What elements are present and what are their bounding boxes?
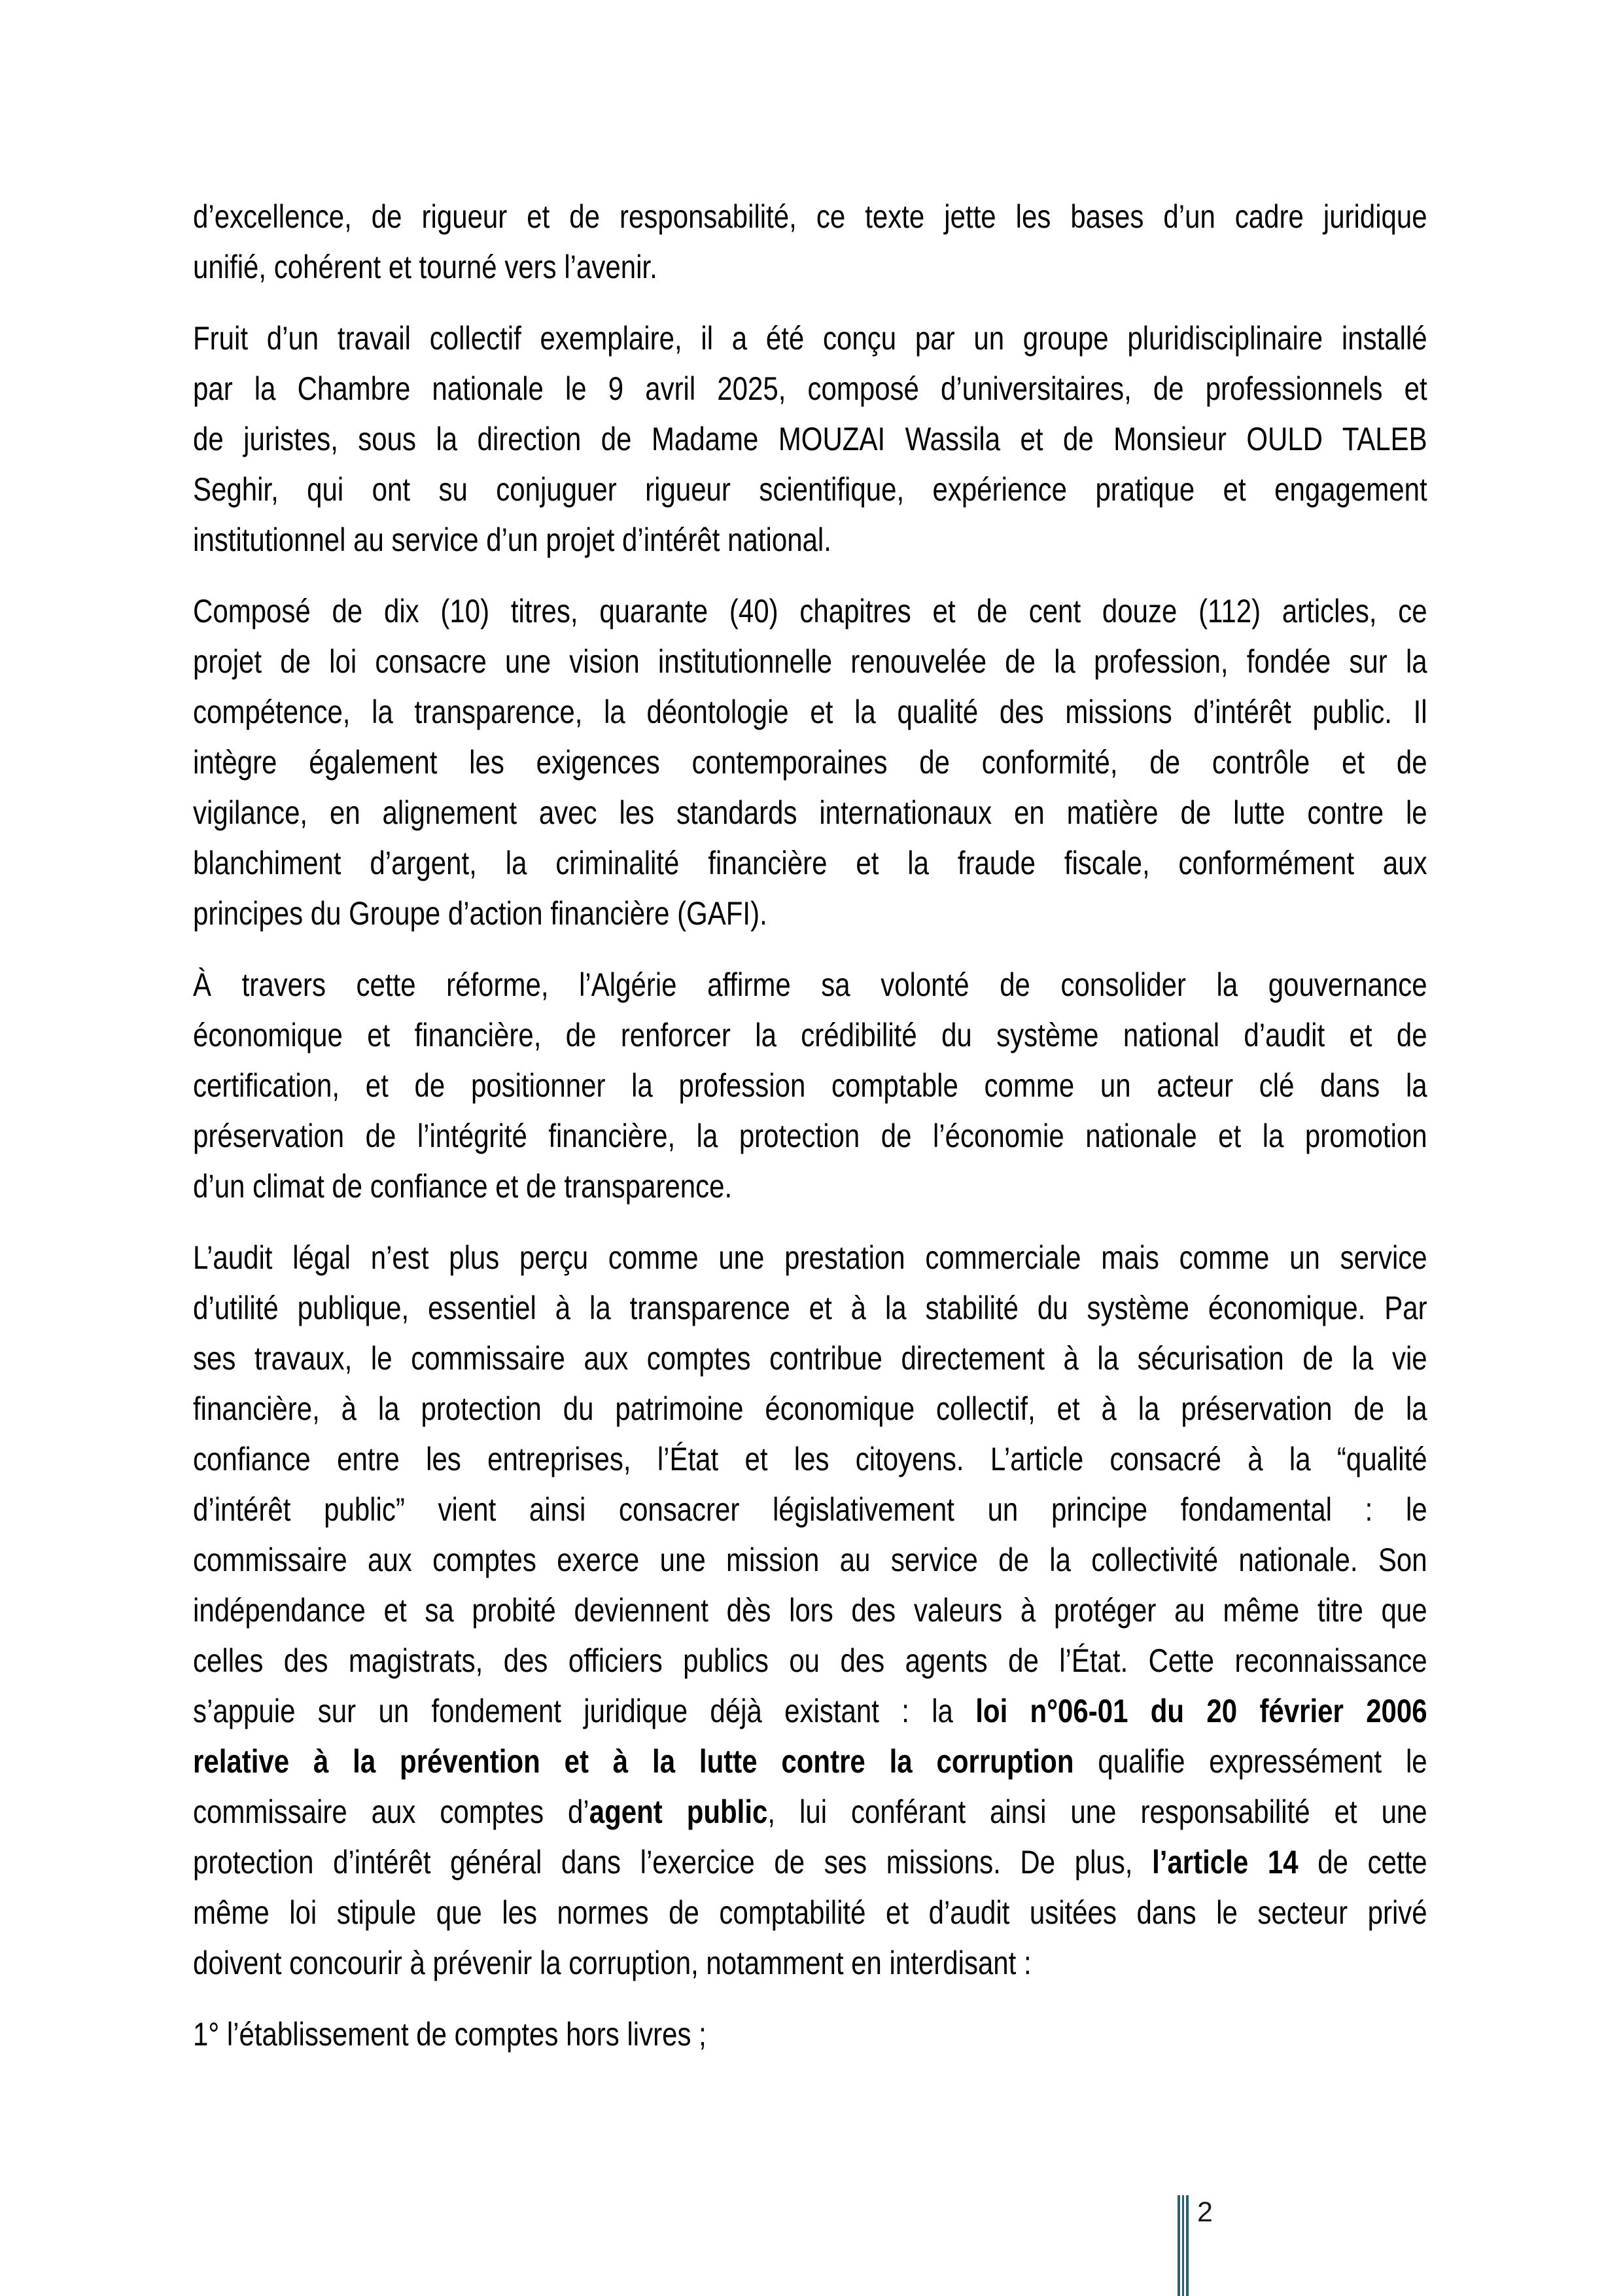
footer-accent-bar bbox=[1178, 2195, 1189, 2296]
paragraph bbox=[193, 192, 1427, 292]
text-run: d’excellence, de rigueur et de responsabilité, ce texte jette les bases d’un cadre juridique bbox=[193, 198, 1427, 235]
text-line bbox=[193, 1837, 1427, 1888]
text-line bbox=[193, 1283, 1427, 1333]
text-run: qualifie expressément le bbox=[1073, 1743, 1427, 1780]
text-line bbox=[193, 1384, 1427, 1434]
text-line bbox=[193, 1111, 1427, 1161]
text-run: intègre également les exigences contemporaines de conformité, de contrôle et de bbox=[193, 744, 1427, 781]
text-run: L’audit légal n’est plus perçu comme une prestation commerciale mais comme un service bbox=[193, 1239, 1427, 1276]
text-line bbox=[193, 313, 1427, 364]
text-run: certification, et de positionner la profession comptable comme un acteur clé dans la bbox=[193, 1067, 1427, 1104]
text-line bbox=[193, 1333, 1427, 1384]
text-line bbox=[193, 1010, 1427, 1061]
text-run: d’utilité publique, essentiel à la transparence et à la stabilité du système économique. Par bbox=[193, 1290, 1427, 1326]
text-run: principes du Groupe d’action financière (GAFI). bbox=[193, 895, 767, 932]
text-run: celles des magistrats, des officiers publics ou des agents de l’État. Cette reconnaissance bbox=[193, 1642, 1427, 1679]
text-run: Seghir, qui ont su conjuguer rigueur scientifique, expérience pratique et engagement bbox=[193, 471, 1427, 508]
text-run: Fruit d’un travail collectif exemplaire, il a été conçu par un groupe pluridisciplinaire installé bbox=[193, 320, 1427, 357]
text-run: 1° l’établissement de comptes hors livres ; bbox=[193, 2016, 707, 2053]
text-run: unifié, cohérent et tourné vers l’avenir. bbox=[193, 249, 657, 285]
text-run: compétence, la transparence, la déontologie et la qualité des missions d’intérêt public. Il bbox=[193, 694, 1427, 730]
text-line bbox=[193, 1737, 1427, 1787]
text-run: , lui conférant ainsi une responsabilité et une bbox=[767, 1793, 1427, 1830]
text-line bbox=[193, 1585, 1427, 1636]
text-run: économique et financière, de renforcer la crédibilité du système national d’audit et de bbox=[193, 1017, 1427, 1053]
text-line bbox=[193, 1434, 1427, 1485]
text-run: indépendance et sa probité deviennent dès lors des valeurs à protéger au même titre que bbox=[193, 1592, 1427, 1629]
page-number: 2 bbox=[1197, 2197, 1213, 2228]
text-run: par la Chambre nationale le 9 avril 2025, composé d’universitaires, de professionnels et bbox=[193, 370, 1427, 407]
text-line bbox=[193, 1636, 1427, 1686]
text-run: d’intérêt public” vient ainsi consacrer législativement un principe fondamental : le bbox=[193, 1491, 1427, 1528]
text-line bbox=[193, 1485, 1427, 1535]
bold-text-run: loi n°06-01 du 20 février 2006 bbox=[975, 1693, 1427, 1729]
text-line bbox=[193, 687, 1427, 737]
text-run: institutionnel au service d’un projet d’intérêt national. bbox=[193, 521, 831, 558]
text-line bbox=[193, 586, 1427, 637]
text-line bbox=[193, 515, 1427, 565]
text-run: doivent concourir à prévenir la corruption, notamment en interdisant : bbox=[193, 1945, 1032, 1981]
paragraph bbox=[193, 960, 1427, 1212]
text-line bbox=[193, 1787, 1427, 1837]
document-body bbox=[193, 192, 1427, 2081]
text-line bbox=[193, 1161, 1427, 1212]
text-line bbox=[193, 788, 1427, 838]
text-run: Composé de dix (10) titres, quarante (40) chapitres et de cent douze (112) articles, ce bbox=[193, 593, 1427, 629]
text-line bbox=[193, 889, 1427, 939]
text-line bbox=[193, 737, 1427, 788]
text-run: préservation de l’intégrité financière, la protection de l’économie nationale et la promotion bbox=[193, 1118, 1427, 1154]
text-run: même loi stipule que les normes de comptabilité et d’audit usitées dans le secteur privé bbox=[193, 1894, 1427, 1931]
text-line bbox=[193, 192, 1427, 242]
paragraph bbox=[193, 313, 1427, 565]
paragraph bbox=[193, 586, 1427, 939]
text-run: confiance entre les entreprises, l’État et les citoyens. L’article consacré à la “qualité bbox=[193, 1441, 1427, 1477]
text-run: de juristes, sous la direction de Madame MOUZAI Wassila et de Monsieur OULD TALEB bbox=[193, 421, 1427, 457]
text-line bbox=[193, 364, 1427, 414]
text-run: d’un climat de confiance et de transparence. bbox=[193, 1168, 733, 1205]
text-line bbox=[193, 1686, 1427, 1737]
text-line bbox=[193, 1233, 1427, 1283]
paragraph bbox=[193, 1233, 1427, 1988]
text-run: À travers cette réforme, l’Algérie affirme sa volonté de consolider la gouvernance bbox=[193, 966, 1427, 1003]
text-line bbox=[193, 1061, 1427, 1111]
text-run: vigilance, en alignement avec les standards internationaux en matière de lutte contre le bbox=[193, 794, 1427, 831]
text-line bbox=[193, 465, 1427, 515]
text-run: commissaire aux comptes d’ bbox=[193, 1793, 589, 1830]
text-line bbox=[193, 242, 1427, 292]
text-line bbox=[193, 1938, 1427, 1988]
text-run: ses travaux, le commissaire aux comptes contribue directement à la sécurisation de la vie bbox=[193, 1340, 1427, 1377]
text-line bbox=[193, 637, 1427, 687]
text-line bbox=[193, 1888, 1427, 1938]
text-line bbox=[193, 414, 1427, 465]
text-run: blanchiment d’argent, la criminalité financière et la fraude fiscale, conformément aux bbox=[193, 845, 1427, 881]
text-run: financière, à la protection du patrimoine économique collectif, et à la préservation de la bbox=[193, 1390, 1427, 1427]
text-line bbox=[193, 2009, 1427, 2060]
text-run: s’appuie sur un fondement juridique déjà existant : la bbox=[193, 1693, 976, 1729]
bold-text-run: agent public bbox=[589, 1793, 768, 1830]
paragraph bbox=[193, 2009, 1427, 2060]
text-run: projet de loi consacre une vision institutionnelle renouvelée de la profession, fondée sur la bbox=[193, 643, 1427, 680]
text-run: protection d’intérêt général dans l’exercice de ses missions. De plus, bbox=[193, 1844, 1153, 1881]
text-line bbox=[193, 1535, 1427, 1585]
text-run: commissaire aux comptes exerce une mission au service de la collectivité nationale. Son bbox=[193, 1542, 1427, 1578]
bold-text-run: l’article 14 bbox=[1152, 1844, 1299, 1881]
text-line bbox=[193, 838, 1427, 889]
text-line bbox=[193, 960, 1427, 1010]
bold-text-run: relative à la prévention et à la lutte contre la corruption bbox=[193, 1743, 1074, 1780]
text-run: de cette bbox=[1298, 1844, 1427, 1881]
